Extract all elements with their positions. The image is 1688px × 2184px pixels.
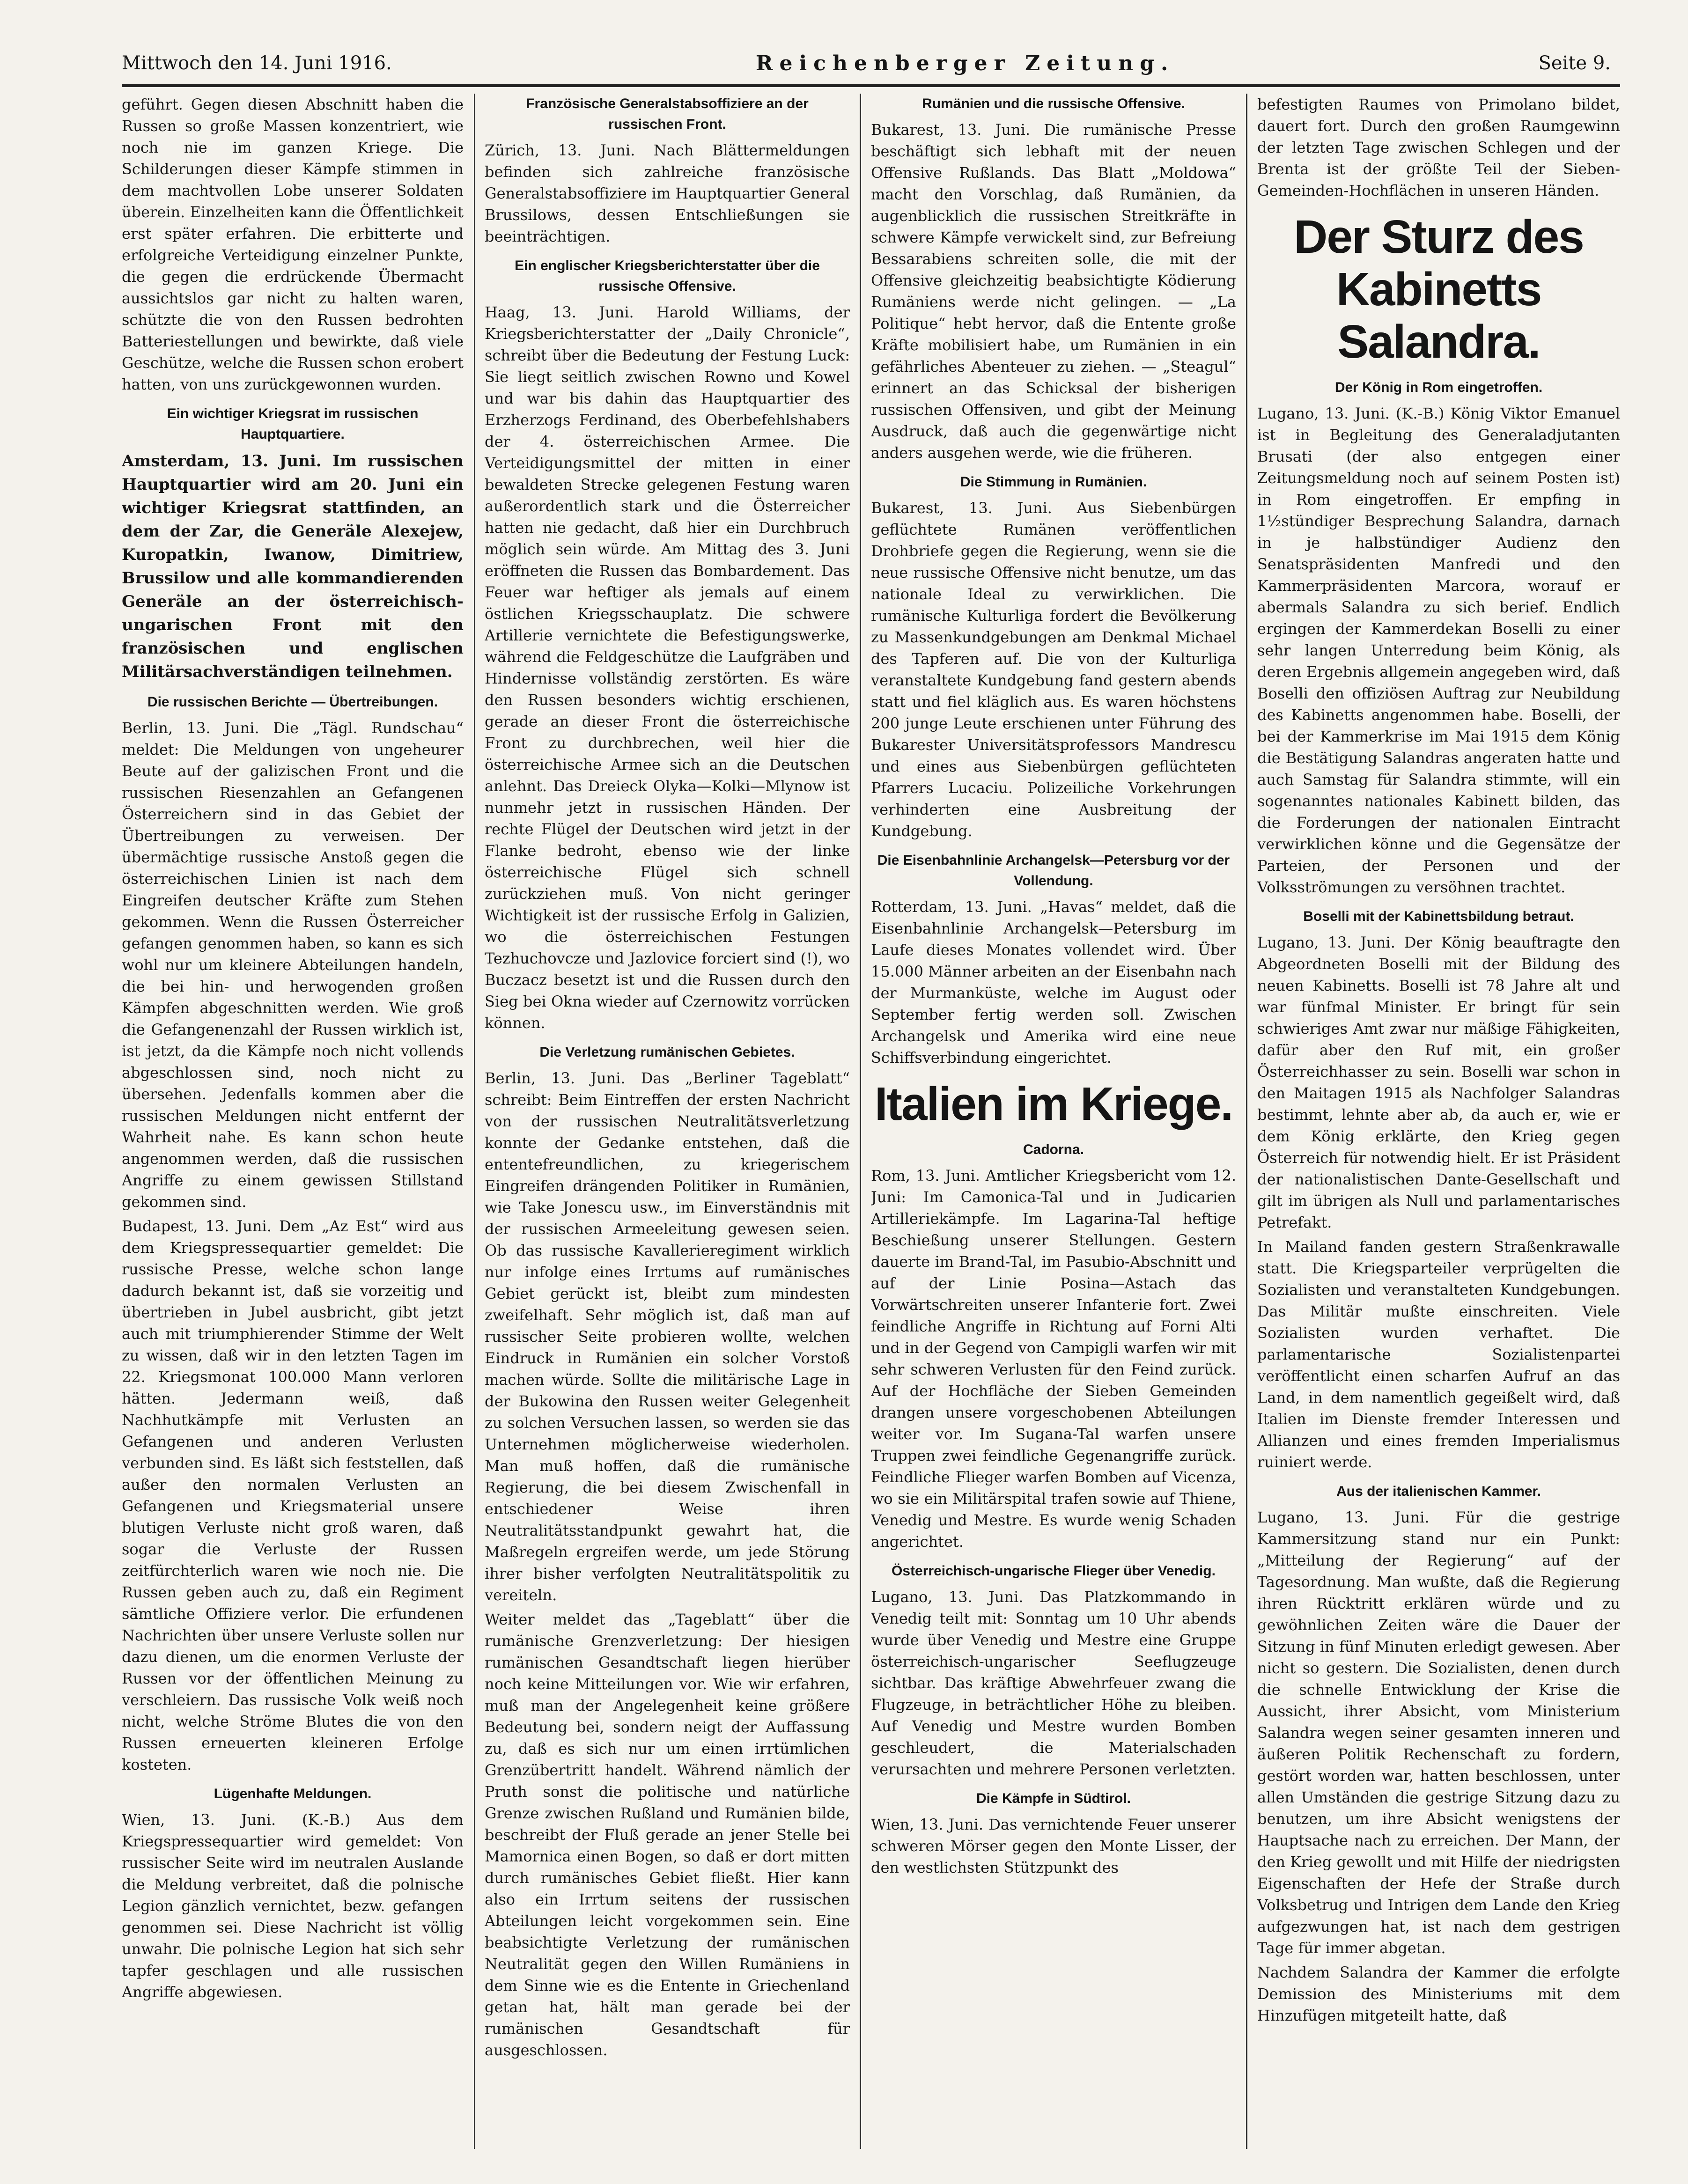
article-heading: Französische Generalstabsoffiziere an der russischen Front. bbox=[526, 96, 809, 132]
article-text: Amsterdam, 13. Juni. Im russischen Hauptquartier wird am 20. Juni ein wichtiger Kriegsrat stattfinden, an dem der Zar, die Generäle Alexejew, Kuropatkin, Iwanow, Dimitriew, Brussilow und alle kommandierenden Generäle an der österreichisch-ungarischen Front mit den französischen und englischen Militärsachverständigen teilnehmen. bbox=[122, 452, 464, 681]
article-text: geführt. Gegen diesen Abschnitt haben die Russen so große Massen konzentriert, wie noch nie im ganzen Kriege. Die Schilderungen dieser Kämpfe stimmen in dem machtvollen Lobe unserer Soldaten überein. Einzelheiten kann die Öffentlichkeit erst später erfahren. Die erbitterte und erfolgreiche Verteidigung einzelner Punkte, die gegen die erdrückende Übermacht aussichtslos gar nicht zu halten waren, schützte die von den Russen bedrohten Batteriestellungen und bewirkte, daß viele Geschütze, welche die Russen schon erobert hatten, von uns zurückgewonnen wurden. bbox=[122, 96, 464, 393]
article-text: Bukarest, 13. Juni. Aus Siebenbürgen geflüchtete Rumänen veröffentlichen Drohbriefe gegen die Regierung, wenn sie die neue russische Offensive nicht benutze, um das nationale Ideal zu verwirklichen. Die rumänische Kulturliga fordert die Bevölkerung zu Massenkundgebungen am Denkmal Michael des Tapferen auf. Die von der Kulturliga veranstaltete Kundgebung fand gestern abends statt und fiel kläglich aus. Es waren höchstens 200 junge Leute erschienen unter Führung des Bukarester Universitätsprofessors Mandrescu und eines aus Siebenbürgen geflüchteten Pfarrers Lucaciu. Polizeiliche Vorkehrungen verhinderten eine Ausbreitung der Kundgebung. bbox=[871, 499, 1236, 840]
column-3 bbox=[871, 94, 1236, 2163]
article-heading: Die Stimmung in Rumänien. bbox=[960, 474, 1147, 490]
article-heading: Die Eisenbahnlinie Archangelsk—Petersburg vor der Vollendung. bbox=[877, 853, 1230, 889]
article-text: Berlin, 13. Juni. Das „Berliner Tageblatt“ schreibt: Beim Eintreffen der ersten Nachricht von der russischen Neutralitätsverletzung konnte der Gedanke entstehen, daß die ententefreundlichen, zu kriegerischem Eingreifen drängenden Politiker in Rumänien, wie Take Jonescu usw., im Einverständnis mit der russischen Armeeleitung gewesen seien. Ob das russische Kavallerieregiment wirklich nur infolge eines Irrtums auf rumänisches Gebiet gerückt ist, bleibt zum mindesten zweifelhaft. Sehr möglich ist, daß man auf russischer Seite probieren wollte, welchen Eindruck in Rumänien ein solcher Vorstoß machen würde. Sollte die militärische Lage in der Bukowina den Russen weiter Gelegenheit zu solchen Versuchen lassen, so werden sie das Unternehmen möglicherweise wiederholen. Man muß hoffen, daß die rumänische Regierung, die bei diesem Zwischenfall in entschiedener Weise ihren Neutralitätsstandpunkt gewahrt hat, die Maßregeln ergreifen werde, um jede Störung ihrer bisher verfolgten Neutralitätspolitik zu vereiteln. bbox=[485, 1069, 850, 1604]
article-heading: Die Kämpfe in Südtirol. bbox=[976, 1791, 1131, 1806]
column-4 bbox=[1257, 94, 1620, 2163]
article-text: Nachdem Salandra der Kammer die erfolgte Demission des Ministeriums mit dem Hinzufügen mitgeteilt hatte, daß bbox=[1257, 1963, 1620, 2024]
article-heading: Boselli mit der Kabinettsbildung betraut. bbox=[1303, 909, 1574, 924]
article-heading: Die russischen Berichte — Übertreibungen. bbox=[147, 694, 438, 710]
column-2 bbox=[485, 94, 850, 2163]
article-text: befestigten Raumes von Primolano bildet, dauert fort. Durch den großen Raumgewinn der letzten Tage zwischen Schlegen und der Brenta ist der größte Teil der Sieben-Gemeinden-Hochflächen in unseren Händen. bbox=[1257, 96, 1620, 199]
article-heading: Ein englischer Kriegsberichterstatter über die russische Offensive. bbox=[515, 258, 820, 294]
article-text: Lugano, 13. Juni. (K.-B.) König Viktor Emanuel ist in Begleitung des Generaladjutanten Brusati (der also entgegen einer Zeitungsmeldung noch auf seinem Posten ist) in Rom eingetroffen. Er empfing in 1½stündiger Besprechung Salandra, darnach in je halbstündiger Audienz den Senatspräsidenten Manfredi und den Kammerpräsidenten Marcora, worauf er abermals Salandra zu sich berief. Endlich ergingen der Kammerdekan Boselli zu einer sehr langen Unterredung beim König, als deren Ergebnis allgemein angegeben wird, daß Boselli den offiziösen Auftrag zur Neubildung des Kabinetts angenommen habe. Boselli, der bei der Kammerkrise im Mai 1915 dem König die Bestätigung Salandras angeraten hatte und auch Samstag für Salandra stimmte, will ein sogenanntes nationales Kabinett bilden, das die Forderungen der nationalen Eintracht verwirklichen könne und die Gegensätze der Parteien, der Personen und der Volksströmungen zu versöhnen trachtet. bbox=[1257, 404, 1620, 896]
section-headline: Italien im Kriege. bbox=[874, 1078, 1233, 1130]
article-text: Zürich, 13. Juni. Nach Blättermeldungen befinden sich zahlreiche französische Generalstabsoffiziere im Hauptquartier General Brussilows, dessen Entschließungen sie beeinträchtigen. bbox=[485, 141, 850, 245]
page-number: Seite 9. bbox=[1538, 52, 1611, 74]
article-text: Lugano, 13. Juni. Das Platzkommando in Venedig teilt mit: Sonntag um 10 Uhr abends wurde über Venedig und Mestre eine Gruppe österreichisch-ungarischer Seeflugzeuge sichtbar. Das kräftige Abwehrfeuer zwang die Flugzeuge, in beträchtlicher Höhe zu bleiben. Auf Venedig und Mestre wurden Bomben geschleudert, die Materialschaden verursachten und mehrere Personen verletzten. bbox=[871, 1588, 1236, 1778]
article-heading: Österreichisch-ungarische Flieger über Venedig. bbox=[892, 1563, 1216, 1579]
section-headline: Der Sturz des Kabinetts Salandra. bbox=[1294, 211, 1584, 368]
article-text: Haag, 13. Juni. Harold Williams, der Kriegsberichterstatter der „Daily Chronicle“, schreibt über die Bedeutung der Festung Luck: Sie liegt seitlich zwischen Rowno und Kowel und war bis dahin das Hauptquartier des Erzherzogs Ferdinand, des Oberbefehlshabers der 4. österreichischen Armee. Die Verteidigungsmittel der mitten in einer bewaldeten Strecke gelegenen Festung waren außerordentlich stark und die Österreicher hatten nie gedacht, daß hier ein Durchbruch möglich sein würde. Am Mittag des 3. Juni eröffneten die Russen das Bombardement. Das Feuer war heftiger als jemals auf einem östlichen Kriegsschauplatz. Die schwere Artillerie vernichtete die Befestigungswerke, während die Feldgeschütze die Laufgräben und Hindernisse vollständig zerstörten. Es wäre den Russen besonders wichtig erschienen, gerade an dieser Front die österreichische Front zu durchbrechen, weil hier die österreichische Armee sich an die Deutschen anlehnt. Das Dreieck Olyka—Kolki—Mlynow ist nunmehr jetzt in russischen Händen. Der rechte Flügel der Deutschen wird jetzt in der Flanke bedroht, ebenso wie der linke österreichische Flügel sich schnell zurückziehen muß. Von nicht geringer Wichtigkeit ist der russische Erfolg in Galizien, wo die österreichischen Festungen Tezhuchovcze und Jazlovice forciert sind (!), wo Buczacz besetzt ist und die Russen durch den Sieg bei Okna wieder auf Czernowitz vorrücken können. bbox=[485, 303, 850, 1032]
article-heading: Rumänien und die russische Offensive. bbox=[922, 96, 1185, 111]
section-subheading: Der König in Rom eingetroffen. bbox=[1334, 380, 1543, 395]
page-header bbox=[122, 47, 1611, 80]
article-text: In Mailand fanden gestern Straßenkrawalle statt. Die Kriegsparteiler verprügelten die Sozialisten und veranstalteten Kundgebungen. Das Militär mußte einschreiten. Viele Sozialisten wurden verhaftet. Die parlamentarische Sozialistenpartei veröffentlicht einen scharfen Aufruf an das Land, in dem namentlich gegeißelt wird, daß Italien im Dienste fremder Interessen und Allianzen und eines fremden Imperialismus ruiniert werde. bbox=[1257, 1238, 1620, 1471]
article-text: Bukarest, 13. Juni. Die rumänische Presse beschäftigt sich lebhaft mit der neuen Offensive Rußlands. Das Blatt „Moldowa“ macht den Vorschlag, daß Rumänien, da augenblicklich die russischen Streitkräfte in schwere Kämpfe verwickelt sind, zur Befreiung Bessarabiens schreiten solle, die mit der Offensive gleichzeitig beabsichtigte Ködierung Rumäniens werde nicht gelingen. — „La Politique“ hebt hervor, daß die Entente große Kräfte mobilisiert habe, um Rumänien in ein gefährliches Abenteuer zu ziehen. — „Steagul“ erinnert an das Schicksal der bisherigen russischen Offensiven, und gibt der Meinung Ausdruck, daß auch die gegenwärtige nicht anders ausgehen werde, wie die früheren. bbox=[871, 121, 1236, 462]
article-text: Wien, 13. Juni. (K.-B.) Aus dem Kriegspressequartier wird gemeldet: Von russischer Seite wird im neutralen Auslande die Meldung verbreitet, daß die polnische Legion gänzlich vernichtet, bezw. gefangen genommen sei. Diese Nachricht ist völlig unwahr. Die polnische Legion hat sich sehr tapfer geschlagen und alle russischen Angriffe abgewiesen. bbox=[122, 1811, 464, 2001]
section-subheading: Cadorna. bbox=[1023, 1142, 1084, 1157]
article-text: Rotterdam, 13. Juni. „Havas“ meldet, daß die Eisenbahnlinie Archangelsk—Petersburg im Laufe dieses Monates vollendet wird. Über 15.000 Männer arbeiten an der Eisenbahn nach der Murmanküste, welche im August oder September fertig werden soll. Zwischen Archangelsk und Amerika wird eine neue Schiffsverbindung eingerichtet. bbox=[871, 898, 1236, 1066]
article-heading: Ein wichtiger Kriegsrat im russischen Hauptquartiere. bbox=[167, 406, 419, 442]
article-text: Berlin, 13. Juni. Die „Tägl. Rundschau“ meldet: Die Meldungen von ungeheurer Beute auf der galizischen Front und die russischen Riesenzahlen an Gefangenen Österreichern sind in das Gebiet der Übertreibungen zu verweisen. Der übermächtige russische Anstoß gegen die österreichischen Linien ist nach dem Eingreifen deutscher Kräfte zum Stehen gekommen. Wenn die Russen Österreicher gefangen genommen haben, so kann es sich wohl nur um kleinere Abteilungen handeln, die bei hin- und herwogenden großen Kämpfen abgeschnitten werden. Wie groß die Gefangenenzahl der Russen wirklich ist, ist jetzt, da die Kämpfe noch nicht vollends abgeschlossen sind, noch nicht zu übersehen. Jedenfalls kommen aber die russischen Meldungen nicht entfernt der Wahrheit nahe. Es kann schon heute angenommen werden, daß die russischen Angriffe zu einem gewissen Stillstand gekommen sind. bbox=[122, 719, 464, 1211]
article-heading: Die Verletzung rumänischen Gebietes. bbox=[539, 1044, 795, 1060]
article-text: Rom, 13. Juni. Amtlicher Kriegsbericht vom 12. Juni: Im Camonica-Tal und in Judicarien Artilleriekämpfe. Im Lagarina-Tal heftige Beschießung unserer Stellungen. Gestern dauerte im Brand-Tal, im Pasubio-Abschnitt und auf der Linie Posina—Astach das Vorwärtschreiten unserer Infanterie fort. Zwei feindliche Angriffe in Richtung auf Forni Alti und in der Gegend von Campigli warfen wir mit sehr schweren Verlusten für den Feind zurück. Auf der Hochfläche der Sieben Gemeinden drangen unsere vorgeschobenen Abteilungen weiter vor. Im Sugana-Tal warfen unsere Truppen zwei feindliche Gegenangriffe zurück. Feindliche Flieger warfen Bomben auf Vicenza, wo sie ein Militärspital trafen sowie auf Thiene, Venedig und Mestre. Es wurde wenig Schaden angerichtet. bbox=[871, 1167, 1236, 1551]
columns bbox=[122, 94, 1620, 2163]
article-text: Lugano, 13. Juni. Für die gestrige Kammersitzung stand nur ein Punkt: „Mitteilung der Regierung“ auf der Tagesordnung. Man wußte, daß die Regierung ihren Rücktritt erklären würde und zu gewöhnlichen Zeiten wäre die Dauer der Sitzung in fünf Minuten erledigt gewesen. Aber nicht so gestern. Die Sozialisten, denen durch die schnelle Entwicklung der Krise die Aussicht, ihrer Absicht, vom Ministerium Salandra wegen seiner gesamten inneren und äußeren Politik Rechenschaft zu fordern, gestört worden war, hatten beschlossen, unter allen Umständen die gestrige Sitzung dazu zu benutzen, um ihre Absicht wenigstens der Hauptsache nach zu erreichen. Der Mann, der den Krieg gewollt und mit Hilfe der niedrigsten Eigenschaften der Hefe der Straße durch Volksbetrug und Intrigen dem Lande den Krieg aufgezwungen hat, ist nach dem gestrigen Tage für immer abgetan. bbox=[1257, 1508, 1620, 1957]
article-text: Budapest, 13. Juni. Dem „Az Est“ wird aus dem Kriegspressequartier gemeldet: Die russische Presse, welche schon lange dadurch bekannt ist, daß sie vorzeitig und übertrieben in Jubel ausbricht, gibt jetzt auch mit triumphierender Stimme der Welt zu wissen, daß wir in den letzten Tagen im 22. Kriegsmonat 100.000 Mann verloren hätten. Jedermann weiß, daß Nachhutkämpfe mit Verlusten an Gefangenen und anderen Verlusten verbunden sind. Es läßt sich feststellen, daß außer den normalen Verlusten an Gefangenen und Kriegsmaterial unsere blutigen Verluste nicht groß waren, daß sogar die Verluste der Russen zeitfürchterlich waren wie noch nie. Die Russen geben auch zu, daß ein Regiment sämtliche Offiziere verlor. Die erfundenen Nachrichten über unsere Verluste sollen nur dazu dienen, um die enormen Verluste der Russen vor der öffentlichen Meinung zu verschleiern. Das russische Volk weiß noch nicht, welche Ströme Blutes die von den Russen erneuerten kleineren Erfolge kosteten. bbox=[122, 1217, 464, 1773]
header-rule bbox=[122, 84, 1620, 87]
article-heading: Lügenhafte Meldungen. bbox=[214, 1786, 372, 1802]
article-heading: Aus der italienischen Kammer. bbox=[1336, 1484, 1541, 1499]
column-1 bbox=[122, 94, 464, 2163]
article-text: Lugano, 13. Juni. Der König beauftragte den Abgeordneten Boselli mit der Bildung des neuen Kabinetts. Boselli ist 78 Jahre alt und war fünfmal Minister. Er bringt für sein schwieriges Amt zwar nur mäßige Fähigkeiten, dafür aber den Ruf mit, ein großer Österreichhasser zu sein. Boselli war schon in den Maitagen 1915 als Nachfolger Salandras bestimmt, lehnte aber ab, da auch er, wie er dem König erklärte, den Krieg gegen Österreich für notwendig hielt. Er ist Präsident der nationalistischen Dante-Gesellschaft und gilt im übrigen als Null und parlamentarisches Petrefakt. bbox=[1257, 934, 1620, 1231]
article-text: Wien, 13. Juni. Das vernichtende Feuer unserer schweren Mörser gegen den Monte Lisser, der den westlichsten Stützpunkt des bbox=[871, 1816, 1236, 1876]
masthead: Reichenberger Zeitung. bbox=[755, 51, 1175, 75]
article-text: Weiter meldet das „Tageblatt“ über die rumänische Grenzverletzung: Der hiesigen rumänischen Gesandtschaft liegen hierüber noch keine Mitteilungen vor. Wie wir erfahren, muß man der Angelegenheit keine größere Bedeutung bei, sondern neigt der Auffassung zu, daß es sich nur um einen irrtümlichen Grenzübertritt handelt. Während nämlich der Pruth sonst die politische und natürliche Grenze zwischen Rußland und Rumänien bilde, beschreibt der Fluß gerade an jener Stelle bei Mamornica einen Bogen, so daß er dort mitten durch rumänisches Gebiet fließt. Hier kann also ein Irrtum seitens der russischen Abteilungen leicht vorgekommen sein. Eine beabsichtigte Verletzung der rumänischen Neutralität gegen den Willen Rumäniens in dem Sinne wie es die Entente in Griechenland getan hat, hält man gerade bei der rumänischen Gesandtschaft für ausgeschlossen. bbox=[485, 1610, 850, 2059]
header-date: Mittwoch den 14. Juni 1916. bbox=[122, 52, 392, 74]
